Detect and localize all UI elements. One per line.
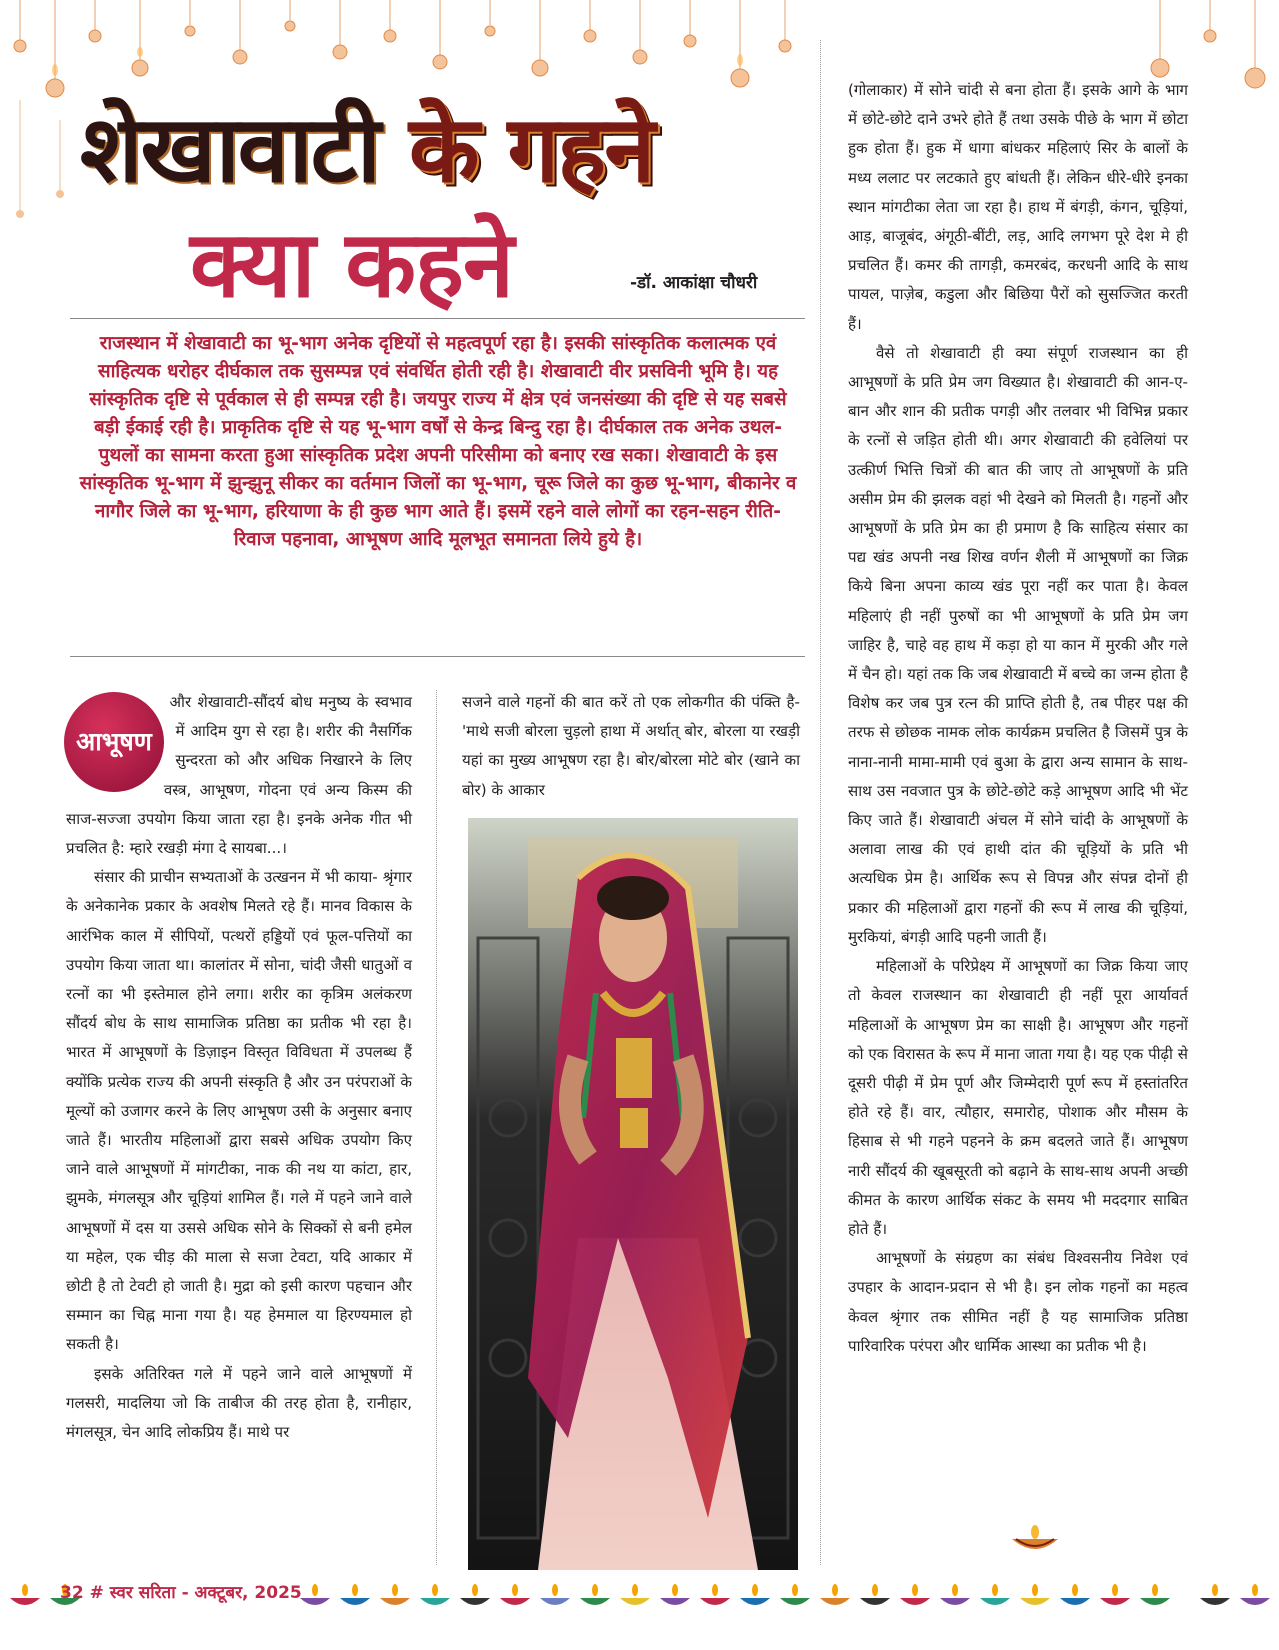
col1-paragraph-1: और शेखावाटी-सौंदर्य बोध मनुष्य के स्वभाव में आदिम युग से रहा है। शरीर की नैसर्गिक सुन्दरता को और अधिक निखारने के लिए वस्त्र, आभूषण, गोदना एवं अन्य किस्म की साज-सज्जा उपयोग किया जाता रहा है। इनके अनेक गीत भी प्रचलित है: म्हारे रखड़ी मंगा दे सायबा...। xyxy=(66,693,412,858)
diya-lamp-icon xyxy=(1010,1525,1060,1555)
col3-paragraph-1: (गोलाकार) में सोने चांदी से बना होता हैं। इसके आगे के भाग में छोटे-छोटे दाने उभरे होते हैं तथा उसके पीछे के भाग में छोटा हुक होता हैं। हुक में धागा बांधकर महिलाएं सिर के बालों के मध्य ललाट पर लटकाते हुए बांधती हैं। लेकिन धीरे-धीरे इनका स्थान मांगटीका लेता जा रहा है। हाथ में बंगड़ी, कंगन, चूड़ियां, आड़, बाजूबंद, अंगूठी-बींटी, लड़, आदि लगभग पूरे देश मे ही प्रचलित हैं। कमर की तागड़ी, कमरबंद, करधनी आदि के साथ पायल, पाज़ेब, कडुला और बिछिया पैरों को सुसज्जित करती हैं। xyxy=(848,81,1188,333)
col1-paragraph-2: संसार की प्राचीन सभ्यताओं के उत्खनन में भी काया- श्रृंगार के अनेकानेक प्रकार के अवशेष मिलते रहे हैं। मानव विकास के आरंभिक काल में सीपियों, पत्थरों हड्डियों एवं फूल-पत्तियों का उपयोग किया जाता था। कालांतर में सोना, चांदी जैसी धातुओं व रत्नों का भी इस्तेमाल होने लगा। शरीर का कृत्रिम अलंकरण सौंदर्य बोध के साथ सामाजिक प्रतिष्ठा का प्रतीक भी रहा है। भारत में आभूषणों के डिज़ाइन विस्तृत विविधता में उपलब्ध हैं क्योंकि प्रत्येक राज्य की अपनी संस्कृति है और उन परंपराओं के मूल्यों को उजागर करने के लिए आभूषण उसी के अनुसार बनाए जाते हैं। भारतीय महिलाओं द्वारा सबसे अधिक उपयोग किए जाने वाले आभूषणों में मांगटीका, नाक की नथ या कांटा, हार, झुमके, मंगलसूत्र और चूड़ियां शामिल हैं। गले में पहने जाने वाले आभूषणों में दस या उससे अधिक सोने के सिक्कों से बनी हमेल या महेल, एक चीड़ की माला से सजा टेवटा, यदि आकार में छोटी है तो टेवटी हो जाती है। मुद्रा को इसी कारण पहचान और सम्मान का चिह्न माना गया है। यह हेममाल या हिरण्यमाल हो सकती है। xyxy=(66,868,412,1354)
author-byline: -डॉ. आकांक्षा चौधरी xyxy=(630,273,758,293)
col3-paragraph-2: वैसे तो शेखावाटी ही क्या संपूर्ण राजस्थान का ही आभूषणों के प्रति प्रेम जग विख्यात है। शेखावाटी की आन-ए-बान और शान की प्रतीक पगड़ी और तलवार भी विभिन्न प्रकार के रत्नों से जड़ित होती थी। अगर शेखावाटी की हवेलियां पर उत्कीर्ण भित्ति चित्रों की बात की जाए तो आभूषणों के प्रति असीम प्रेम की झलक वहां भी देखने को मिलती है। गहनों और आभूषणों के प्रति प्रेम का ही प्रमाण है कि साहित्य संसार का पद्य खंड अपनी नख शिख वर्णन शैली में आभूषणों का जिक्र किये बिना अपना काव्य खंड पूरा नहीं कर पाता है। केवल महिलाएं ही नहीं पुरुषों का भी आभूषणों के प्रति प्रेम जग जाहिर है, चाहे वह हाथ में कड़ा हो या कान में मुरकी और गले में चैन हो। यहां तक कि जब शेखावाटी में बच्चे का जन्म होता है विशेष कर जब पुत्र रत्न की प्राप्ति होती है, तब पीहर पक्ष की तरफ से छोछक नामक लोक कार्यक्रम प्रचलित है जिसमें पुत्र के नाना-नानी मामा-मामी एवं बुआ के द्वारा अन्य सामान के साथ-साथ उस नवजात पुत्र के छोटे-छोटे कड़े आभूषण आदि भी भेंट किए जाते हैं। शेखावाटी अंचल में सोने चांदी के आभूषणों के अलावा लाख की एवं हाथी दांत की चूड़ियों के प्रति भी अत्यधिक प्रेम है। आर्थिक रूप से विपन्न और संपन्न दोनों ही प्रकार की महिलाओं द्वारा गहनों की रूप में लाख की चूड़ियां, मुरकियां, बंगड़ी आदि पहनी जाती हैं। xyxy=(848,343,1188,946)
intro-paragraph: राजस्थान में शेखावाटी का भू-भाग अनेक दृष्टियों से महत्वपूर्ण रहा है। इसकी सांस्कृतिक कलात्मक एवं साहित्यक धरोहर दीर्घकाल तक सुसम्पन्न एवं संवर्धित होती रही है। शेखावाटी वीर प्रसविनी भूमि है। यह सांस्कृतिक दृष्टि से पूर्वकाल से ही सम्पन्न रही है। जयपुर राज्य में क्षेत्र एवं जनसंख्या की दृष्टि से यह सबसे बड़ी ईकाई रही है। प्राकृतिक दृष्टि से यह भू-भाग वर्षों से केन्द्र बिन्दु रहा है। दीर्घकाल तक अनेक उथल-पुथलों का सामना करता हुआ सांस्कृतिक प्रदेश अपनी परिसीमा को बनाए रख सका। शेखावाटी के इस सांस्कृतिक भू-भाग में झुन्झुनू सीकर का वर्तमान जिलों का भू-भाग, चूरू जिले का कुछ भू-भाग, बीकानेर व नागौर जिले का भू-भाग, हरियाणा के ही कुछ भाग आते हैं। इसमें रहने वाले लोगों का रहन-सहन रीति-रिवाज पहनावा, आभूषण आदि मूलभूत समानता लिये हुये है। xyxy=(79,333,797,550)
footer-folio xyxy=(60,1580,302,1603)
photo-illustration xyxy=(468,818,798,1570)
page-number: 32 xyxy=(60,1583,84,1603)
column-separator-1 xyxy=(436,690,437,1565)
page-subtitle: क्या कहने xyxy=(190,211,514,318)
divider-bottom xyxy=(70,656,805,657)
divider-top xyxy=(70,318,805,319)
page-title xyxy=(80,95,820,205)
title-word-shekhawati: शेखावाटी xyxy=(80,96,379,203)
footer-hash: # xyxy=(89,1583,104,1603)
col1-paragraph-3: इसके अतिरिक्त गले में पहने जाने वाले आभूषणों में गलसरी, मादलिया जो कि ताबीज की तरह होता है, रानीहार, मंगलसूत्र, चेन आदि लोकप्रिय हैं। माथे पर xyxy=(66,1364,412,1442)
title-rest: के गहने xyxy=(378,96,654,203)
issue-date: - अक्टूबर, 2025 xyxy=(181,1583,302,1603)
article-column-2 xyxy=(462,688,800,805)
woman-in-rajasthani-attire-photo xyxy=(468,818,798,1570)
col2-paragraph-1: सजने वाले गहनों की बात करें तो एक लोकगीत की पंक्ति है- 'माथे सजी बोरला चुड़लो हाथा में अर्थात् बोर, बोरला या रखड़ी यहां का मुख्य आभूषण रहा है। बोर/बोरला मोटे बोर (खाने का बोर) के आकार xyxy=(462,693,800,799)
article-column-3 xyxy=(848,76,1188,1361)
article-column-1 xyxy=(66,688,412,1447)
col3-paragraph-3: महिलाओं के परिप्रेक्ष्य में आभूषणों का जिक्र किया जाए तो केवल राजस्थान का शेखावाटी ही नहीं पूरा आर्यावर्त महिलाओं के आभूषण प्रेम का साक्षी है। आभूषण और गहनों को एक विरासत के रूप में माना जाता गया है। यह एक पीढ़ी से दूसरी पीढ़ी में प्रेम पूर्ण और जिम्मेदारी पूर्ण रूप में हस्तांतरित होते रहे हैं। वार, त्यौहार, समारोह, पोशाक और मौसम के हिसाब से भी गहने पहनने के क्रम बदलते जाते हैं। आभूषण नारी सौंदर्य की खूबसूरती को बढ़ाने के साथ-साथ अपनी अच्छी कीमत के कारण आर्थिक संकट के समय भी मददगार साबित होते हैं। xyxy=(848,957,1188,1238)
column-separator-2 xyxy=(820,40,821,1565)
col3-paragraph-4: आभूषणों के संग्रहण का संबंध विश्वसनीय निवेश एवं उपहार के आदान-प्रदान से भी है। इन लोक गहनों का महत्व केवल श्रृंगार तक सीमित नहीं है यह सामाजिक प्रतिष्ठा पारिवारिक परंपरा और धार्मिक आस्था का प्रतीक भी है। xyxy=(848,1249,1188,1355)
magazine-name: स्वर सरिता xyxy=(109,1583,176,1603)
abhushan-badge: आभूषण xyxy=(64,692,164,792)
